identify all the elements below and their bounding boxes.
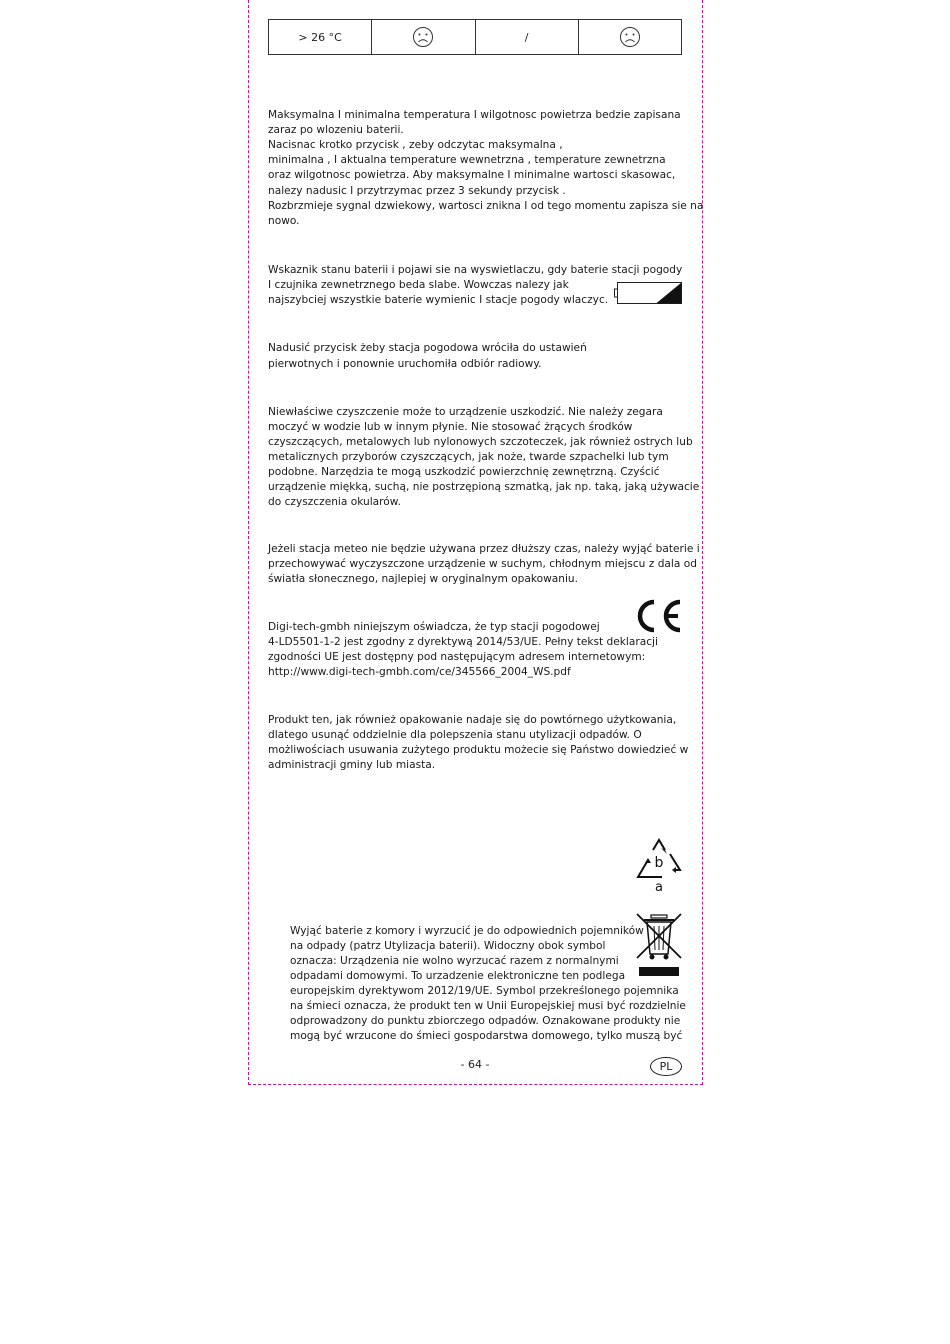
paragraph-line: Wyjąć baterie z komory i wyrzucić je do odpowiednich pojemników [290,925,644,937]
paragraph-line: minimalna , I aktualna temperature wewnetrzna , temperature zewnetrzna [268,154,666,166]
paragraph-line: Produkt ten, jak również opakowanie nadaje się do powtórnego użytkowania, [268,714,677,726]
page-number: - 64 - [460,1058,490,1071]
paragraph-line: http://www.digi-tech-gmbh.com/ce/345566_2004_WS.pdf [268,666,571,678]
paragraph-line: czyszczących, metalowych lub nylonowych szczoteczek, jak również ostrych lub [268,436,693,448]
paragraph-line: Nacisnac krotko przycisk , zeby odczytac maksymalna , [268,139,563,151]
paragraph-line: Niewłaściwe czyszczenie może to urządzenie uszkodzić. Nie należy zegara [268,406,663,418]
paragraph-line: 4-LD5501-1-2 jest zgodny z dyrektywą 2014/53/UE. Pełny tekst deklaracji [268,636,658,648]
paragraph-line: na śmieci oznacza, że produkt ten w Unii Europejskiej musi być rozdzielnie [290,1000,686,1012]
recycle-icon [634,836,684,894]
language-badge: PL [650,1057,682,1076]
paragraph-line: Digi-tech-gmbh niniejszym oświadcza, że typ stacji pogodowej [268,621,600,633]
paragraph-line: na odpady (patrz Utylizacja baterii). Widoczny obok symbol [290,940,606,952]
paragraph-line: urządzenie miękką, suchą, nie postrzępioną szmatką, jak np. taką, jaką używacie [268,481,700,493]
paragraph-line: podobne. Narzędzia te mogą uszkodzić powierzchnię zewnętrzną. Czyścić [268,466,660,478]
table-cell-face [578,20,681,55]
paragraph-line: dlatego usunąć oddzielnie dla polepszenia stanu utylizacji odpadów. O [268,729,642,741]
temperature-table [268,19,682,55]
paragraph-line: do czyszczenia okularów. [268,496,401,508]
sad-face-icon [412,26,434,48]
paragraph-line: odprowadzony do punktu zbiorczego odpadów. Oznakowane produkty nie [290,1015,681,1027]
table-row [269,20,682,55]
paragraph-line: najszybciej wszystkie baterie wymienic I stacje pogody wlaczyc. [268,294,609,306]
paragraph-line: możliwościach usuwania zużytego produktu możecie się Państwo dowiedzieć w [268,744,689,756]
paragraph-line: administracji gminy lub miasta. [268,759,436,771]
paragraph-line: Wskaznik stanu baterii i pojawi sie na wyswietlaczu, gdy baterie stacji pogody [268,264,683,276]
paragraph-line: Nadusić przycisk żeby stacja pogodowa wróciła do ustawień [268,342,587,354]
paragraph-line: mogą być wrzucone do śmieci gospodarstwa domowego, tylko muszą być [290,1030,683,1042]
paragraph-line: zgodności UE jest dostępny pod następującym adresem internetowym: [268,651,646,663]
paragraph-line: pierwotnych i ponownie uruchomiła odbiór radiowy. [268,358,542,370]
crossed-bin-icon [634,912,684,978]
ce-mark-icon [634,598,684,634]
paragraph-line: europejskim dyrektywom 2012/19/UE. Symbol przekreślonego pojemnika [290,985,679,997]
paragraph-line: moczyć w wodzie lub w innym płynie. Nie stosować żrących środków [268,421,633,433]
battery-low-icon [614,282,682,304]
paragraph-line: światła słonecznego, najlepiej w oryginalnym opakowaniu. [268,573,579,585]
paragraph-line: nalezy nadusic I przytrzymac przez 3 sekundy przycisk . [268,185,566,197]
paragraph-line: przechowywać wyczyszczone urządzenie w suchym, chłodnym miejscu z dala od [268,558,697,570]
sad-face-icon [619,26,641,48]
recycle-letter-b: b [654,855,664,871]
table-cell-slash: / [475,20,578,55]
paragraph-line: metalicznych przyborów czyszczących, jak noże, twarde szpachelki lub tym [268,451,669,463]
paragraph-line: nowo. [268,215,300,227]
paragraph-line: Jeżeli stacja meteo nie będzie używana przez dłuższy czas, należy wyjąć baterie i [268,543,700,555]
paragraph-line: odpadami domowymi. To urzadzenie elektroniczne ten podlega [290,970,626,982]
paragraph-line: Maksymalna I minimalna temperatura I wilgotnosc powietrza bedzie zapisana [268,109,681,121]
paragraph-line: oraz wilgotnosc powietrza. Aby maksymalne I minimalne wartosci skasowac, [268,169,676,181]
paragraph-line: I czujnika zewnetrznego beda slabe. Wowczas nalezy jak [268,279,569,291]
paragraph-line: Rozbrzmieje sygnal dzwiekowy, wartosci znikna I od tego momentu zapisza sie na [268,200,704,212]
table-cell-face [372,20,475,55]
table-cell-temp: > 26 °C [269,20,372,55]
paragraph-line: zaraz po wlozeniu baterii. [268,124,404,136]
recycle-letter-a: a [655,880,663,894]
paragraph-line: oznacza: Urządzenia nie wolno wyrzucać razem z normalnymi [290,955,619,967]
